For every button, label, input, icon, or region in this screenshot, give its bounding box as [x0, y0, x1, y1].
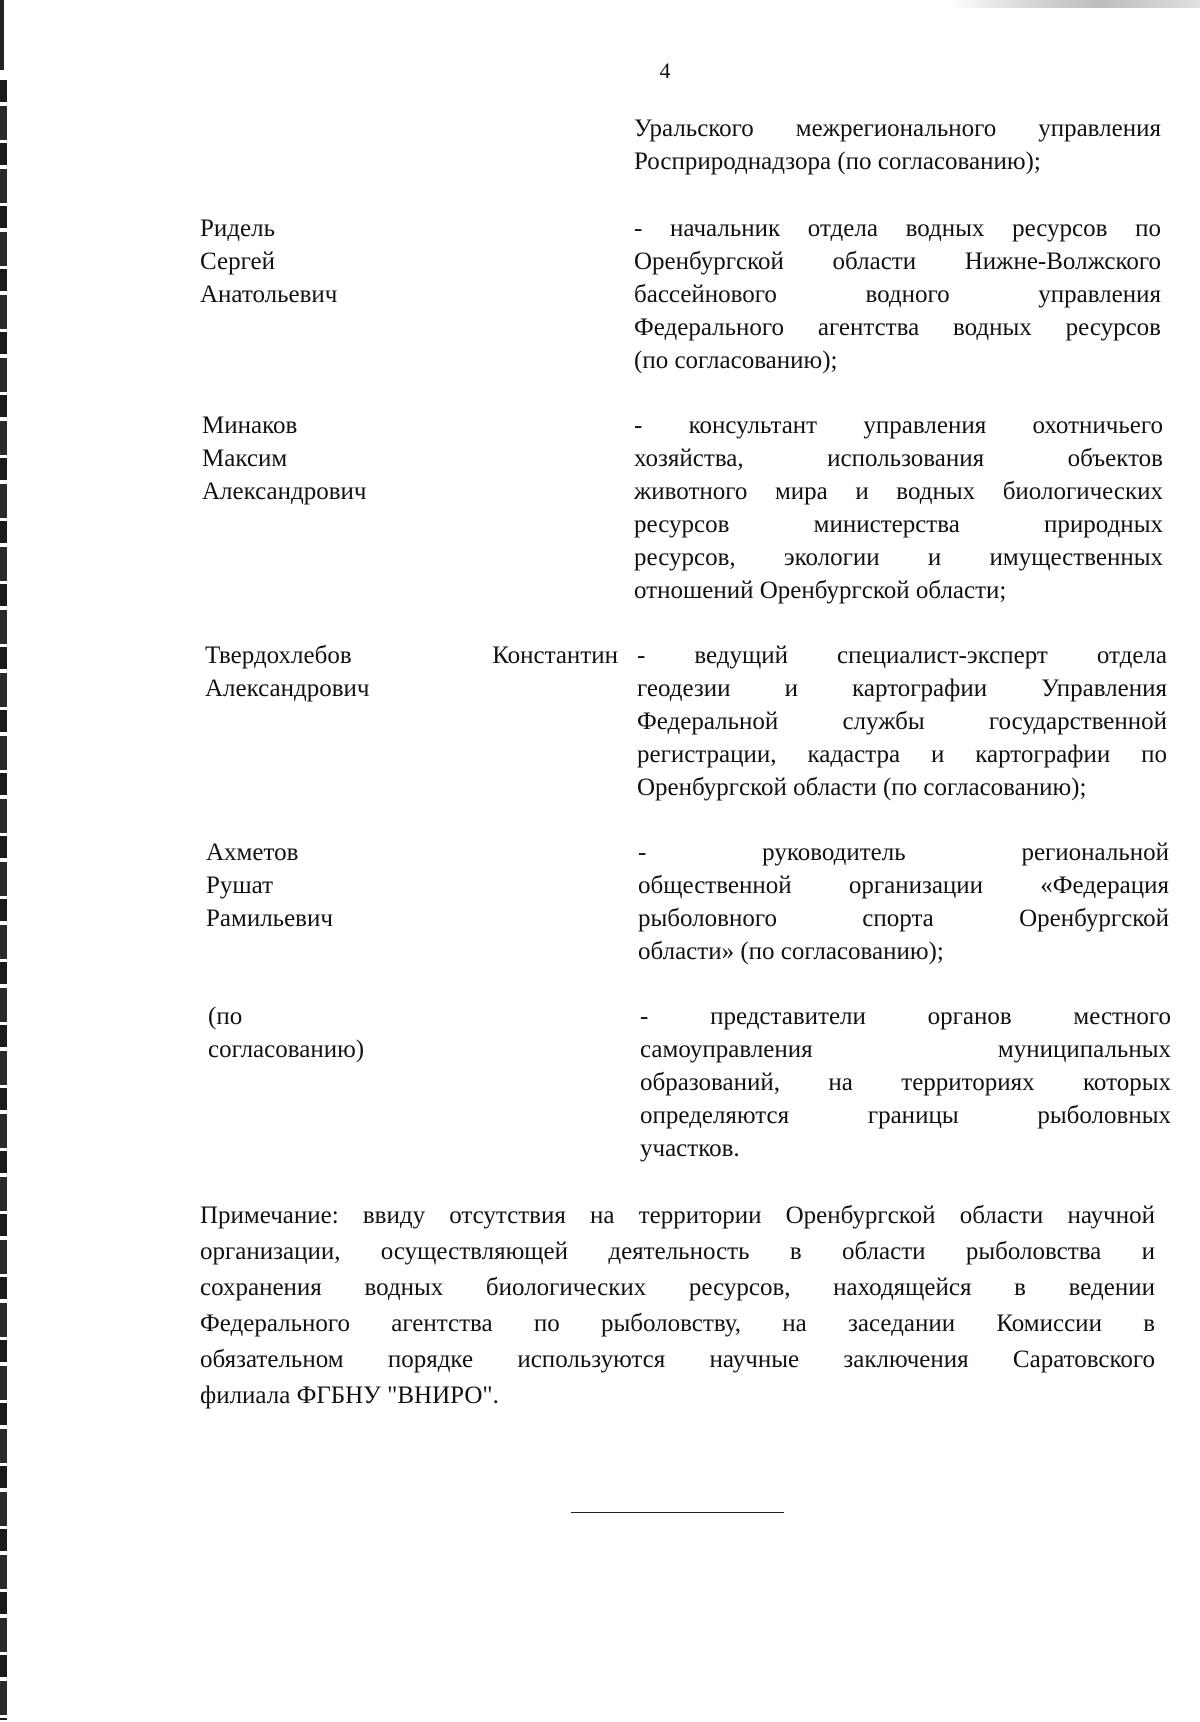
description-line: рыболовного спорта Оренбургской [638, 905, 1169, 932]
description-line: - консультант управления охотничьего [634, 412, 1163, 439]
member-name: Минаков Максим Александрович [202, 412, 367, 505]
scan-edge-mark [950, 0, 1200, 8]
description-line: ресурсов министерства природных [634, 511, 1163, 538]
description-line: - представители органов местного [640, 1003, 1171, 1030]
description-line: Оренбургской области (по согласованию); [637, 774, 1087, 801]
member-description [634, 212, 1161, 377]
member-name: (по согласованию) [208, 1003, 365, 1063]
description-line: - начальник отдела водных ресурсов по [634, 215, 1161, 242]
description-line: Федеральной службы государственной [637, 708, 1167, 735]
member-name-part: Александрович [205, 675, 370, 702]
description-line: ресурсов, экологии и имущественных [634, 544, 1163, 571]
description-line: области» (по согласованию); [638, 938, 944, 965]
member-description [634, 409, 1163, 607]
member-description [637, 639, 1167, 804]
note-line: Примечание: ввиду отсутствия на территории Оренбургской области научной [200, 1202, 1155, 1229]
closing-rule [571, 1512, 784, 1513]
description-line: участков. [640, 1135, 740, 1162]
member-description [640, 1000, 1171, 1165]
continued-line: Уральского межрегионального управления [634, 115, 1161, 142]
description-line: общественной организации «Федерация [638, 872, 1169, 899]
description-line: регистрации, кадастра и картографии по [637, 741, 1167, 768]
description-line: определяются границы рыболовных [640, 1102, 1171, 1129]
note-line: обязательном порядке используются научные заключения Саратовского [200, 1346, 1155, 1373]
description-line: Оренбургской области Нижне-Волжского [634, 248, 1161, 275]
continued-description [634, 112, 1161, 178]
member-name-part: Твердохлебов [205, 642, 352, 669]
description-line: - ведущий специалист-эксперт отдела [637, 642, 1167, 669]
continued-line: Росприроднадзора (по согласованию); [634, 148, 1041, 175]
note-line: филиала ФГБНУ "ВНИРО". [200, 1382, 499, 1409]
description-line: самоуправления муниципальных [640, 1036, 1171, 1063]
note-line: сохранения водных биологических ресурсов, находящейся в ведении [200, 1274, 1155, 1301]
note-paragraph [200, 1198, 1155, 1414]
scan-edge-mark [0, 80, 7, 1720]
description-line: хозяйства, использования объектов [634, 445, 1163, 472]
member-name-part: Константин [492, 642, 618, 669]
description-line: (по согласованию); [634, 347, 838, 374]
description-line: образований, на территориях которых [640, 1069, 1171, 1096]
member-name: Ридель Сергей Анатольевич [200, 215, 338, 308]
member-name [205, 639, 618, 705]
description-line: Федерального агентства водных ресурсов [634, 314, 1161, 341]
description-line: отношений Оренбургской области; [634, 577, 1007, 604]
description-line: - руководитель региональной [638, 839, 1169, 866]
note-line: Федерального агентства по рыболовству, на заседании Комиссии в [200, 1310, 1155, 1337]
member-name: Ахметов Рушат Рамильевич [206, 839, 333, 932]
scan-edge-mark [0, 0, 4, 70]
member-description [638, 836, 1169, 968]
description-line: геодезии и картографии Управления [637, 675, 1167, 702]
note-line: организации, осуществляющей деятельность в области рыболовства и [200, 1238, 1155, 1265]
description-line: животного мира и водных биологических [634, 478, 1163, 505]
description-line: бассейнового водного управления [634, 281, 1161, 308]
page-number: 4 [659, 58, 671, 83]
